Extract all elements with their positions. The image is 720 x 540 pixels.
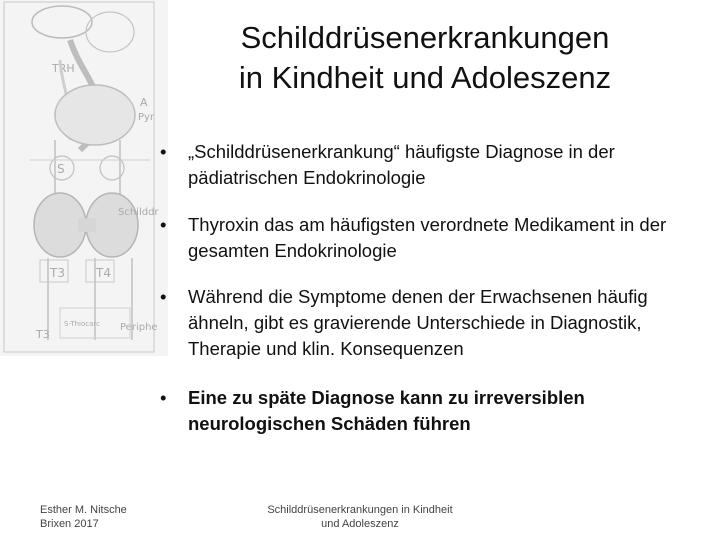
footer-author — [40, 503, 127, 531]
diagram-label-peripher: Periphe — [120, 322, 158, 333]
diagram-label-schilddr: Schilddr — [118, 207, 159, 218]
bullet-icon: • — [160, 214, 167, 235]
bullet-text: Während die Symptome denen der Erwachsenen häufig ähneln, gibt es gravierende Unterschiede in Diagnostik, Therapie und klin. Konsequenzen — [188, 286, 648, 359]
footer-place-year: Brixen 2017 — [40, 518, 99, 530]
bullet-text: Eine zu späte Diagnose kann zu irreversiblen neurologischen Schäden führen — [188, 387, 585, 434]
footer-author-name: Esther M. Nitsche — [40, 504, 127, 516]
slide-title-line1: Schilddrüsenerkrankungen — [240, 20, 610, 55]
thyroid-axis-diagram — [0, 0, 168, 356]
footer-topic-line1: Schilddrüsenerkrankungen in Kindheit — [267, 504, 453, 516]
footer-topic-line2: und Adoleszenz — [321, 518, 399, 530]
bullet-item — [158, 139, 693, 191]
slide-title-line2: in Kindheit und Adoleszenz — [238, 60, 612, 95]
footer-topic — [240, 503, 480, 531]
diagram-label-t3-lower: T3 — [36, 328, 50, 341]
diagram-label-thiocarc: S-Thiocarc — [64, 320, 100, 328]
diagram-background — [0, 0, 168, 356]
bullet-icon: • — [160, 286, 167, 307]
diagram-label-s: S — [57, 162, 65, 176]
bullet-text: „Schilddrüsenerkrankung“ häufigste Diagnose in der pädiatrischen Endokrinologie — [188, 141, 615, 188]
bullet-icon: • — [160, 387, 167, 408]
slide-title — [170, 18, 680, 98]
bullet-item — [158, 284, 693, 362]
diagram-label-a: A — [140, 96, 148, 109]
bullet-text: Thyroxin das am häufigsten verordnete Medikament in der gesamten Endokrinologie — [188, 214, 667, 261]
pituitary-shape — [55, 85, 135, 145]
diagram-label-t4: T4 — [96, 266, 111, 280]
bullet-item — [158, 385, 693, 437]
diagram-label-trh: TRH — [52, 62, 75, 75]
diagram-label-t3: T3 — [50, 266, 65, 280]
bullet-item — [158, 212, 693, 264]
diagram-label-pyr: Pyr — [138, 112, 155, 123]
bullet-icon: • — [160, 141, 167, 162]
